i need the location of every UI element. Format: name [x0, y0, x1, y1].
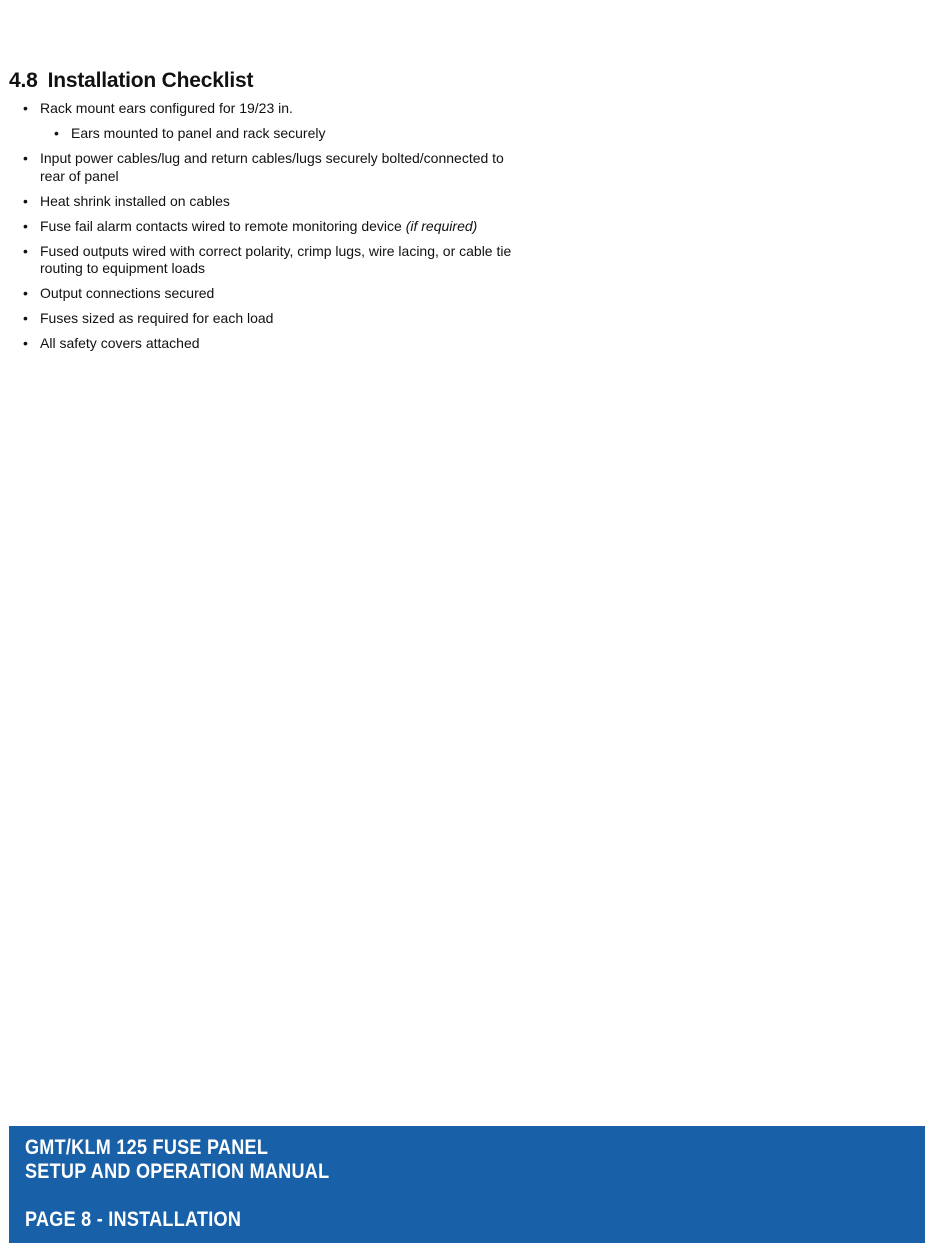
list-item-text: Fused outputs wired with correct polarity, crimp lugs, wire lacing, or cable tie routing to equipment loads — [40, 242, 512, 276]
checklist — [9, 100, 569, 353]
list-item-text: All safety covers attached — [40, 335, 200, 351]
list-item — [9, 218, 530, 236]
bullet: • — [23, 310, 28, 326]
bullet: • — [23, 285, 28, 301]
footer-manual-title: SETUP AND OPERATION MANUAL — [25, 1160, 330, 1183]
section-heading — [9, 66, 569, 96]
bullet: • — [23, 335, 28, 351]
list-item — [9, 150, 530, 185]
bullet: • — [23, 100, 28, 116]
section-title: Installation Checklist — [47, 69, 254, 92]
list-item-text: Heat shrink installed on cables — [40, 192, 230, 209]
list-item-text: Input power cables/lug and return cables/lugs securely bolted/connected to rear of panel — [40, 150, 504, 184]
footer-page-label: PAGE 8 - INSTALLATION — [25, 1208, 242, 1231]
list-item-text: Rack mount ears configured for 19/23 in. — [40, 100, 293, 116]
page-footer — [9, 1126, 925, 1243]
list-item — [9, 100, 530, 143]
list-item — [9, 243, 530, 278]
section-number: 4.8 — [9, 69, 38, 92]
bullet: • — [23, 192, 28, 209]
footer-product-title: GMT/KLM 125 FUSE PANEL — [25, 1136, 269, 1159]
installation-checklist-section — [9, 66, 569, 360]
list-item — [9, 193, 530, 211]
list-item-text: Fuse fail alarm contacts wired to remote monitoring device — [40, 217, 406, 234]
bullet: • — [54, 125, 59, 141]
list-item-text: Fuses sized as required for each load — [40, 310, 274, 326]
list-item — [9, 310, 530, 328]
list-item — [9, 335, 530, 353]
list-item-note: (if required) — [405, 217, 478, 234]
list-item-text: Output connections secured — [40, 285, 215, 301]
sub-list-item — [40, 125, 530, 143]
sub-checklist — [40, 125, 530, 143]
sub-list-item-text: Ears mounted to panel and rack securely — [71, 125, 326, 141]
list-item — [9, 285, 530, 303]
bullet: • — [23, 217, 28, 234]
bullet: • — [23, 242, 28, 259]
bullet: • — [23, 150, 28, 166]
